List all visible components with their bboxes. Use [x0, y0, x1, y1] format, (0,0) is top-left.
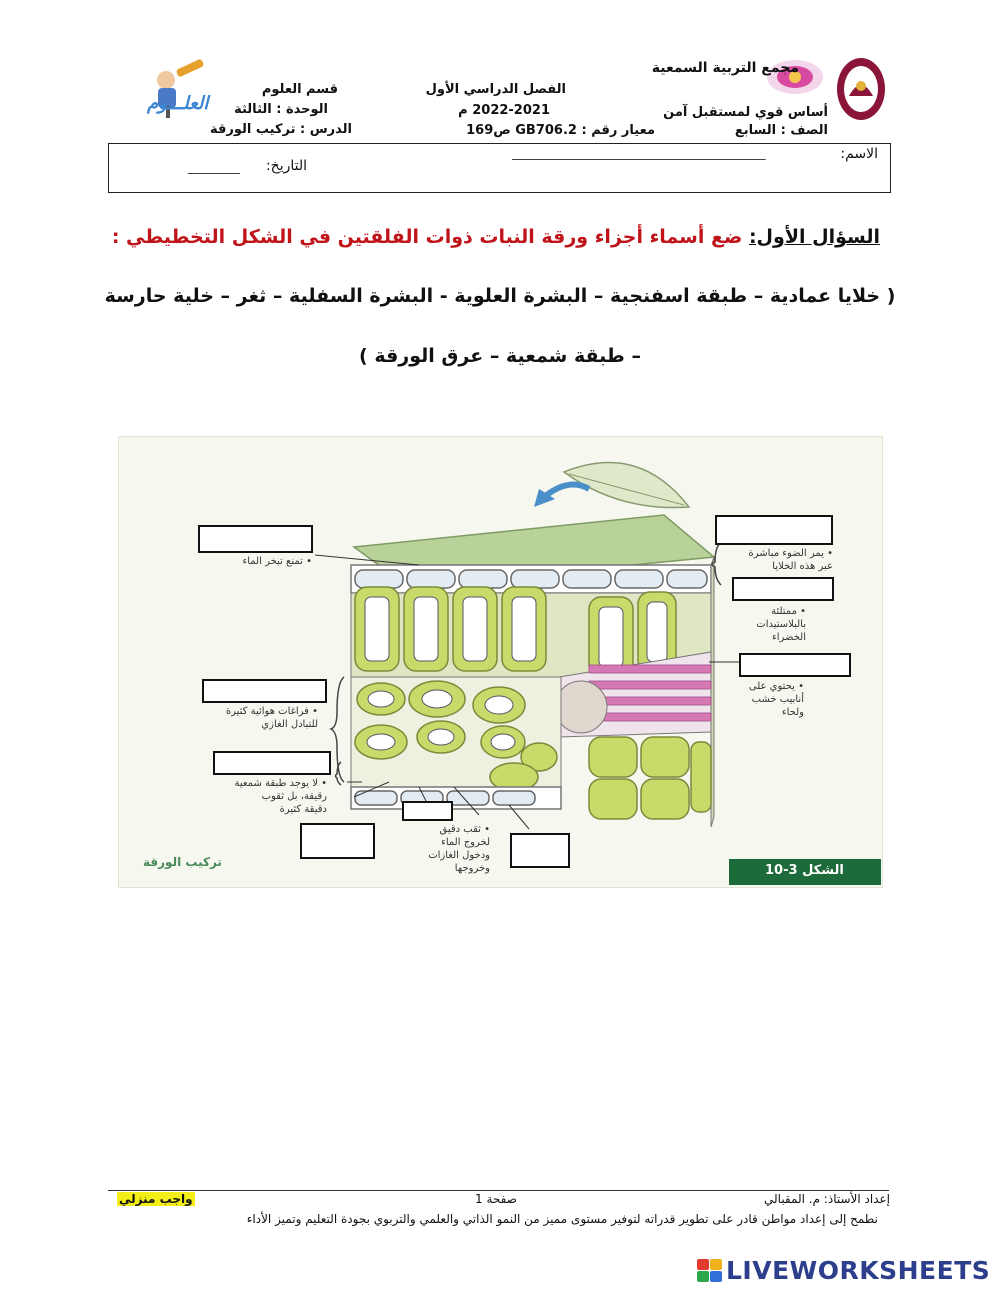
- options-line-2: – طبقة شمعية – عرق الورقة ): [359, 345, 641, 367]
- note-palisade: • ممتلئة بالبلاستيدات الخضراء: [756, 606, 806, 643]
- figure-number: الشكل 3-10: [765, 863, 844, 878]
- answer-box-stoma-small[interactable]: [402, 801, 453, 821]
- options-line-1: ( خلايا عمادية – طبقة اسفنجية – البشرة العلوية - البشرة السفلية – ثغر – خلية حارسة: [104, 285, 896, 307]
- name-field[interactable]: _______________________________________: [512, 146, 766, 161]
- question-1: [112, 226, 880, 248]
- grade-label: الصف : السابع: [734, 123, 828, 138]
- page-number: صفحة 1: [475, 1192, 517, 1206]
- science-logo-text: العلـــوم: [147, 93, 209, 114]
- answer-box-spongy[interactable]: [202, 679, 327, 703]
- lower-right-cells: [589, 737, 711, 819]
- question-text: ضع أسماء أجزاء ورقة النبات ذوات الفلقتين في الشكل التخطيطي :: [111, 226, 749, 248]
- ministry-logo: [835, 56, 887, 122]
- school-name: مجمع التربية السمعية: [651, 60, 799, 76]
- zoom-arrow: [544, 485, 589, 498]
- answer-box-upper-epidermis[interactable]: [715, 515, 833, 545]
- year-label: 2022-2021 م: [458, 103, 550, 118]
- school-slogan: أساس قوي لمستقبل آمن: [663, 105, 828, 120]
- question-label: السؤال الأول:: [748, 226, 880, 248]
- lesson-label: الدرس : تركيب الورقة: [209, 122, 352, 137]
- date-label: التاريخ:: [265, 158, 307, 174]
- name-label: الاسم:: [840, 146, 878, 162]
- vision-statement: نطمح إلى إعداد مواطن قادر على تطوير قدراته لتوفير مستوى مميز من النمو الذاتي والعلمي والتربوي بجودة التعليم وتميز الأداء: [246, 1212, 878, 1226]
- answer-box-lower-epidermis[interactable]: [213, 751, 331, 775]
- department-label: قسم العلوم: [261, 82, 338, 97]
- answer-box-cuticle[interactable]: [198, 525, 313, 553]
- figure-caption: تركيب الورقة: [143, 855, 222, 869]
- note-cuticle: • تمنع تبخر الماء: [242, 556, 312, 567]
- prepared-by: إعداد الأستاذ: م. المقبالي: [764, 1192, 890, 1206]
- term-label: الفصل الدراسي الأول: [425, 82, 566, 97]
- answer-box-stoma[interactable]: [510, 833, 570, 868]
- liveworksheets-icon: [697, 1259, 723, 1283]
- note-spongy: • فراغات هوائية كثيرة للتبادل الغازي: [225, 706, 318, 730]
- homework-badge: واجب منزلي: [119, 1192, 193, 1206]
- note-epidermis: • يمر الضوء مباشرة عبر هذه الخلايا: [748, 548, 833, 572]
- footer-divider: [108, 1190, 889, 1191]
- unit-label: الوحدة : الثالثة: [234, 102, 328, 117]
- liveworksheets-brand[interactable]: LIVEWORKSHEETS: [726, 1256, 991, 1285]
- answer-box-guard-cell[interactable]: [300, 823, 375, 859]
- answer-box-palisade[interactable]: [732, 577, 834, 601]
- standard-label: معيار رقم : GB706.2 ص169: [466, 123, 655, 138]
- date-field[interactable]: ________: [188, 160, 240, 175]
- note-lower-epidermis: • لا يوجد طبقة شمعية رقيقة، بل ثقوب دقيقة كثيرة: [234, 778, 327, 815]
- answer-box-vein[interactable]: [739, 653, 851, 677]
- leaf-structure-figure: [118, 436, 883, 888]
- note-vein: • يحتوي على أنابيب خشب ولحاء: [748, 681, 804, 718]
- note-stoma: • ثقب دقيق لخروج الماء ودخول الغازات وخروجها: [428, 824, 490, 874]
